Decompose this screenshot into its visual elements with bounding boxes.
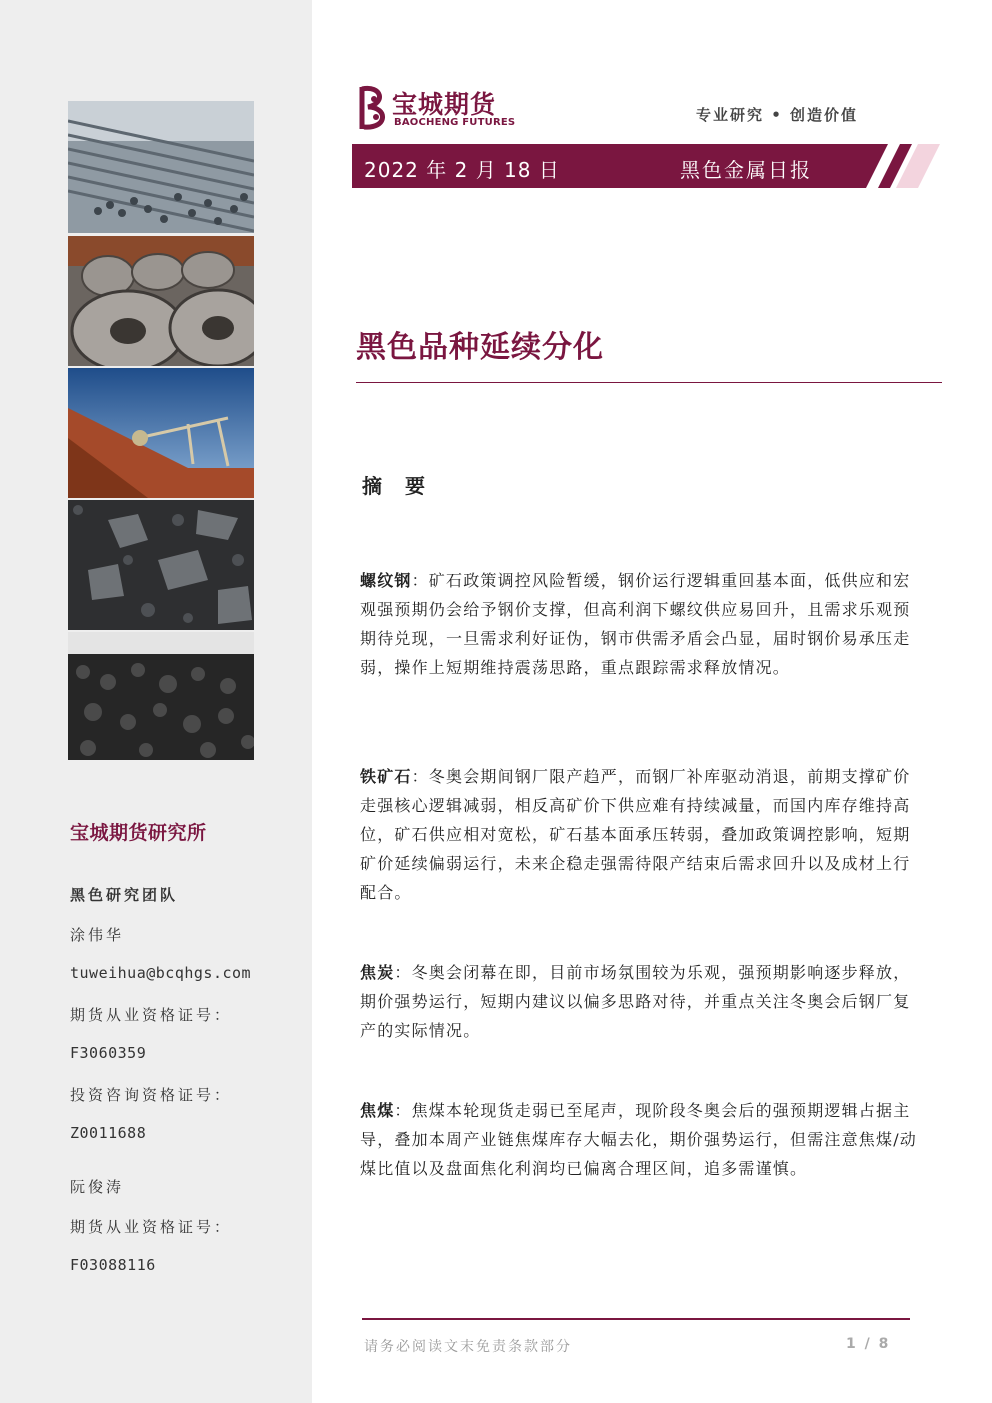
summary-paragraph-iron-ore — [360, 762, 920, 907]
summary-heading: 摘 要 — [362, 474, 433, 498]
footer-disclaimer: 请务必阅读文末免责条款部分 — [364, 1339, 572, 1355]
brand-logo — [356, 83, 526, 133]
paragraph-text: ：冬奥会闭幕在即，目前市场氛围较为乐观，强预期影响逐步释放，期价强势运行，短期内建议以偏多思路对待，并重点关注冬奥会后钢厂复产的实际情况。 — [360, 963, 911, 1040]
analyst1-email: tuweihua@bcqhgs.com — [70, 964, 252, 982]
paragraph-term: 铁矿石 — [360, 767, 412, 786]
research-team: 黑色研究团队 — [70, 886, 179, 904]
report-date: 2022 年 2 月 18 日 — [364, 158, 560, 182]
analyst2-name: 阮俊涛 — [70, 1178, 125, 1196]
iron-ore-photo — [68, 368, 254, 498]
title-divider — [356, 382, 942, 383]
coal-photo — [68, 500, 254, 630]
institute-name: 宝城期货研究所 — [70, 822, 207, 844]
paragraph-text: ：焦煤本轮现货走弱已至尾声，现阶段冬奥会后的强预期逻辑占据主导，叠加本周产业链焦煤库存大幅去化，期价强势运行，但需注意焦煤/动煤比值以及盘面焦化利润均已偏离合理区间，追多需谨慎。 — [360, 1101, 917, 1178]
page-number: 1 / 8 — [846, 1336, 891, 1352]
footer-divider — [362, 1318, 910, 1320]
paragraph-term: 螺纹钢 — [360, 571, 412, 590]
steel-coil-photo — [68, 236, 254, 366]
page-title: 黑色品种延续分化 — [356, 330, 604, 365]
logo-b-icon — [356, 83, 390, 133]
summary-paragraph-coke — [360, 958, 920, 1045]
analyst1-invest-cert-label: 投资咨询资格证号： — [70, 1086, 233, 1104]
brand-name-cn: 宝城期货 — [392, 90, 497, 119]
summary-paragraph-coking-coal — [360, 1096, 920, 1183]
paragraph-term: 焦炭 — [360, 963, 395, 982]
paragraph-text: ：矿石政策调控风险暂缓，钢价运行逻辑重回基本面，低供应和宏观强预期仍会给予钢价支撑，但高利润下螺纹供应易回升，且需求乐观预期待兑现，一旦需求利好证伪，钢市供需矛盾会凸显，届时钢价易承压走弱，操作上短期维持震荡思路，重点跟踪需求释放情况。 — [360, 571, 911, 677]
analyst1-futures-cert-label: 期货从业资格证号： — [70, 1006, 233, 1024]
paragraph-term: 焦煤 — [360, 1101, 395, 1120]
analyst2-futures-cert-label: 期货从业资格证号： — [70, 1218, 233, 1236]
paragraph-text: ：冬奥会期间钢厂限产趋严，而钢厂补库驱动消退，前期支撑矿价走强核心逻辑减弱，相反高矿价下供应难有持续减量，而国内库存维持高位，矿石供应相对宽松，矿石基本面承压转弱，叠加政策调控影响，短期矿价延续偏弱运行，未来企稳走强需待限产结束后需求回升以及成材上行配合。 — [360, 767, 911, 902]
report-banner — [352, 144, 912, 188]
analyst1-name: 涂伟华 — [70, 926, 125, 944]
sidebar — [0, 0, 312, 1403]
brand-name-en: BAOCHENG FUTURES — [394, 117, 516, 128]
analyst1-invest-cert: Z0011688 — [70, 1124, 147, 1142]
report-type: 黑色金属日报 — [680, 158, 812, 182]
summary-paragraph-rebar — [360, 566, 920, 682]
coke-photo — [68, 632, 254, 760]
analyst2-futures-cert: F03088116 — [70, 1256, 156, 1274]
rebar-photo — [68, 101, 254, 233]
analyst1-futures-cert: F3060359 — [70, 1044, 147, 1062]
brand-slogan: 专业研究 • 创造价值 — [696, 106, 859, 124]
